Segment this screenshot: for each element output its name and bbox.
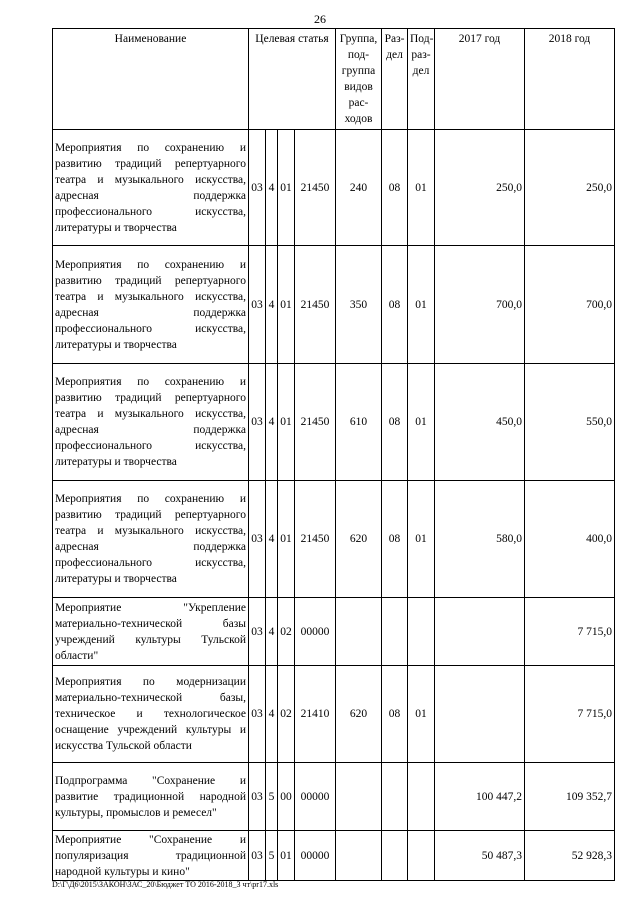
- header-year-2018: 2018 год: [525, 29, 615, 130]
- target-code-direction: 21450: [295, 246, 336, 364]
- section-cell: 08: [382, 666, 408, 763]
- header-expense-group-line: рас-: [348, 97, 369, 109]
- amount-2017: 580,0: [435, 481, 525, 598]
- target-code-subprogram: 4: [266, 246, 278, 364]
- amount-2018: 7 715,0: [525, 666, 615, 763]
- table-row: [53, 246, 615, 364]
- expense-group-cell: 240: [336, 130, 382, 246]
- target-code-program: 03: [249, 364, 266, 481]
- target-code-program: 03: [249, 763, 266, 831]
- row-name: Мероприятия по сохранению и развитию традиций репертуарного театра и музыкального искусства, адресная поддержка профессионального искусства, литературы и творчества: [53, 481, 249, 598]
- header-expense-group-line: группа: [341, 65, 376, 77]
- amount-2018: 400,0: [525, 481, 615, 598]
- table-row: [53, 130, 615, 246]
- header-subsection: [408, 29, 435, 130]
- target-code-subprogram: 4: [266, 481, 278, 598]
- target-code-direction: 21410: [295, 666, 336, 763]
- table-row: [53, 364, 615, 481]
- subsection-cell: 01: [408, 246, 435, 364]
- expense-group-cell: [336, 598, 382, 666]
- section-cell: 08: [382, 130, 408, 246]
- table-header: [53, 29, 615, 130]
- amount-2017: 50 487,3: [435, 831, 525, 881]
- amount-2017: [435, 598, 525, 666]
- header-section-line: Раз-: [384, 33, 405, 45]
- section-cell: 08: [382, 364, 408, 481]
- table-row: [53, 598, 615, 666]
- target-code-event: 02: [278, 598, 295, 666]
- amount-2017: 250,0: [435, 130, 525, 246]
- amount-2018: 700,0: [525, 246, 615, 364]
- target-code-event: 00: [278, 763, 295, 831]
- section-cell: [382, 598, 408, 666]
- target-code-subprogram: 4: [266, 364, 278, 481]
- subsection-cell: 01: [408, 481, 435, 598]
- row-name: Подпрограмма "Сохранение и развитие традиционной народной культуры, промыслов и ремесел": [53, 763, 249, 831]
- file-path-footer: D:\Г\Д6\2015\ЗАКОН\ЗАС_20\Бюджет ТО 2016-2018_3 чт\pr17.xls: [52, 880, 279, 889]
- row-name: Мероприятия по сохранению и развитию традиций репертуарного театра и музыкального искусства, адресная поддержка профессионального искусства, литературы и творчества: [53, 246, 249, 364]
- header-subsection-line: дел: [412, 65, 430, 77]
- section-cell: [382, 831, 408, 881]
- header-subsection-line: Под-: [410, 33, 434, 45]
- table-row: [53, 481, 615, 598]
- expense-group-cell: 610: [336, 364, 382, 481]
- target-code-program: 03: [249, 666, 266, 763]
- target-code-program: 03: [249, 130, 266, 246]
- amount-2018: 109 352,7: [525, 763, 615, 831]
- amount-2017: 100 447,2: [435, 763, 525, 831]
- header-expense-group-line: ходов: [344, 113, 373, 125]
- subsection-cell: 01: [408, 130, 435, 246]
- target-code-event: 01: [278, 246, 295, 364]
- target-code-direction: 21450: [295, 364, 336, 481]
- section-cell: 08: [382, 481, 408, 598]
- target-code-direction: 00000: [295, 598, 336, 666]
- target-code-direction: 21450: [295, 130, 336, 246]
- amount-2018: 7 715,0: [525, 598, 615, 666]
- header-year-2017: 2017 год: [435, 29, 525, 130]
- header-expense-group-line: видов: [344, 81, 373, 93]
- header-section-line: дел: [386, 49, 403, 61]
- section-cell: 08: [382, 246, 408, 364]
- amount-2017: [435, 666, 525, 763]
- target-code-event: 01: [278, 481, 295, 598]
- target-code-subprogram: 4: [266, 130, 278, 246]
- table-row: [53, 831, 615, 881]
- row-name: Мероприятия по сохранению и развитию традиций репертуарного театра и музыкального искусства, адресная поддержка профессионального искусства, литературы и творчества: [53, 364, 249, 481]
- target-code-event: 01: [278, 364, 295, 481]
- header-expense-group-line: Группа,: [339, 33, 378, 45]
- row-name: Мероприятие "Сохранение и популяризация традиционной народной культуры и кино": [53, 831, 249, 881]
- target-code-program: 03: [249, 481, 266, 598]
- target-code-direction: 00000: [295, 763, 336, 831]
- subsection-cell: 01: [408, 364, 435, 481]
- amount-2018: 250,0: [525, 130, 615, 246]
- expense-group-cell: [336, 763, 382, 831]
- target-code-program: 03: [249, 246, 266, 364]
- subsection-cell: [408, 598, 435, 666]
- target-code-subprogram: 4: [266, 598, 278, 666]
- header-expense-group-line: под-: [347, 49, 370, 61]
- expense-group-cell: 350: [336, 246, 382, 364]
- target-code-event: 02: [278, 666, 295, 763]
- row-name: Мероприятия по сохранению и развитию традиций репертуарного театра и музыкального искусства, адресная поддержка профессионального искусства, литературы и творчества: [53, 130, 249, 246]
- expense-group-cell: [336, 831, 382, 881]
- page-number: 26: [314, 12, 326, 26]
- table-row: [53, 666, 615, 763]
- target-code-program: 03: [249, 598, 266, 666]
- target-code-subprogram: 4: [266, 666, 278, 763]
- header-section: [382, 29, 408, 130]
- amount-2017: 700,0: [435, 246, 525, 364]
- target-code-program: 03: [249, 831, 266, 881]
- expense-group-cell: 620: [336, 666, 382, 763]
- budget-table: [52, 28, 615, 881]
- header-subsection-line: раз-: [411, 49, 431, 61]
- section-cell: [382, 763, 408, 831]
- target-code-event: 01: [278, 130, 295, 246]
- target-code-subprogram: 5: [266, 831, 278, 881]
- target-code-subprogram: 5: [266, 763, 278, 831]
- expense-group-cell: 620: [336, 481, 382, 598]
- amount-2018: 550,0: [525, 364, 615, 481]
- subsection-cell: [408, 831, 435, 881]
- row-name: Мероприятие "Укрепление материально-технической базы учреждений культуры Тульской области": [53, 598, 249, 666]
- amount-2017: 450,0: [435, 364, 525, 481]
- header-expense-group: [336, 29, 382, 130]
- row-name: Мероприятия по модернизации материально-технической базы, техническое и технологическое оснащение учреждений культуры и искусства Тульской области: [53, 666, 249, 763]
- amount-2018: 52 928,3: [525, 831, 615, 881]
- subsection-cell: [408, 763, 435, 831]
- target-code-direction: 00000: [295, 831, 336, 881]
- header-name: Наименование: [53, 29, 249, 130]
- table-row: [53, 763, 615, 831]
- target-code-direction: 21450: [295, 481, 336, 598]
- target-code-event: 01: [278, 831, 295, 881]
- subsection-cell: 01: [408, 666, 435, 763]
- header-target-article: Целевая статья: [249, 29, 336, 130]
